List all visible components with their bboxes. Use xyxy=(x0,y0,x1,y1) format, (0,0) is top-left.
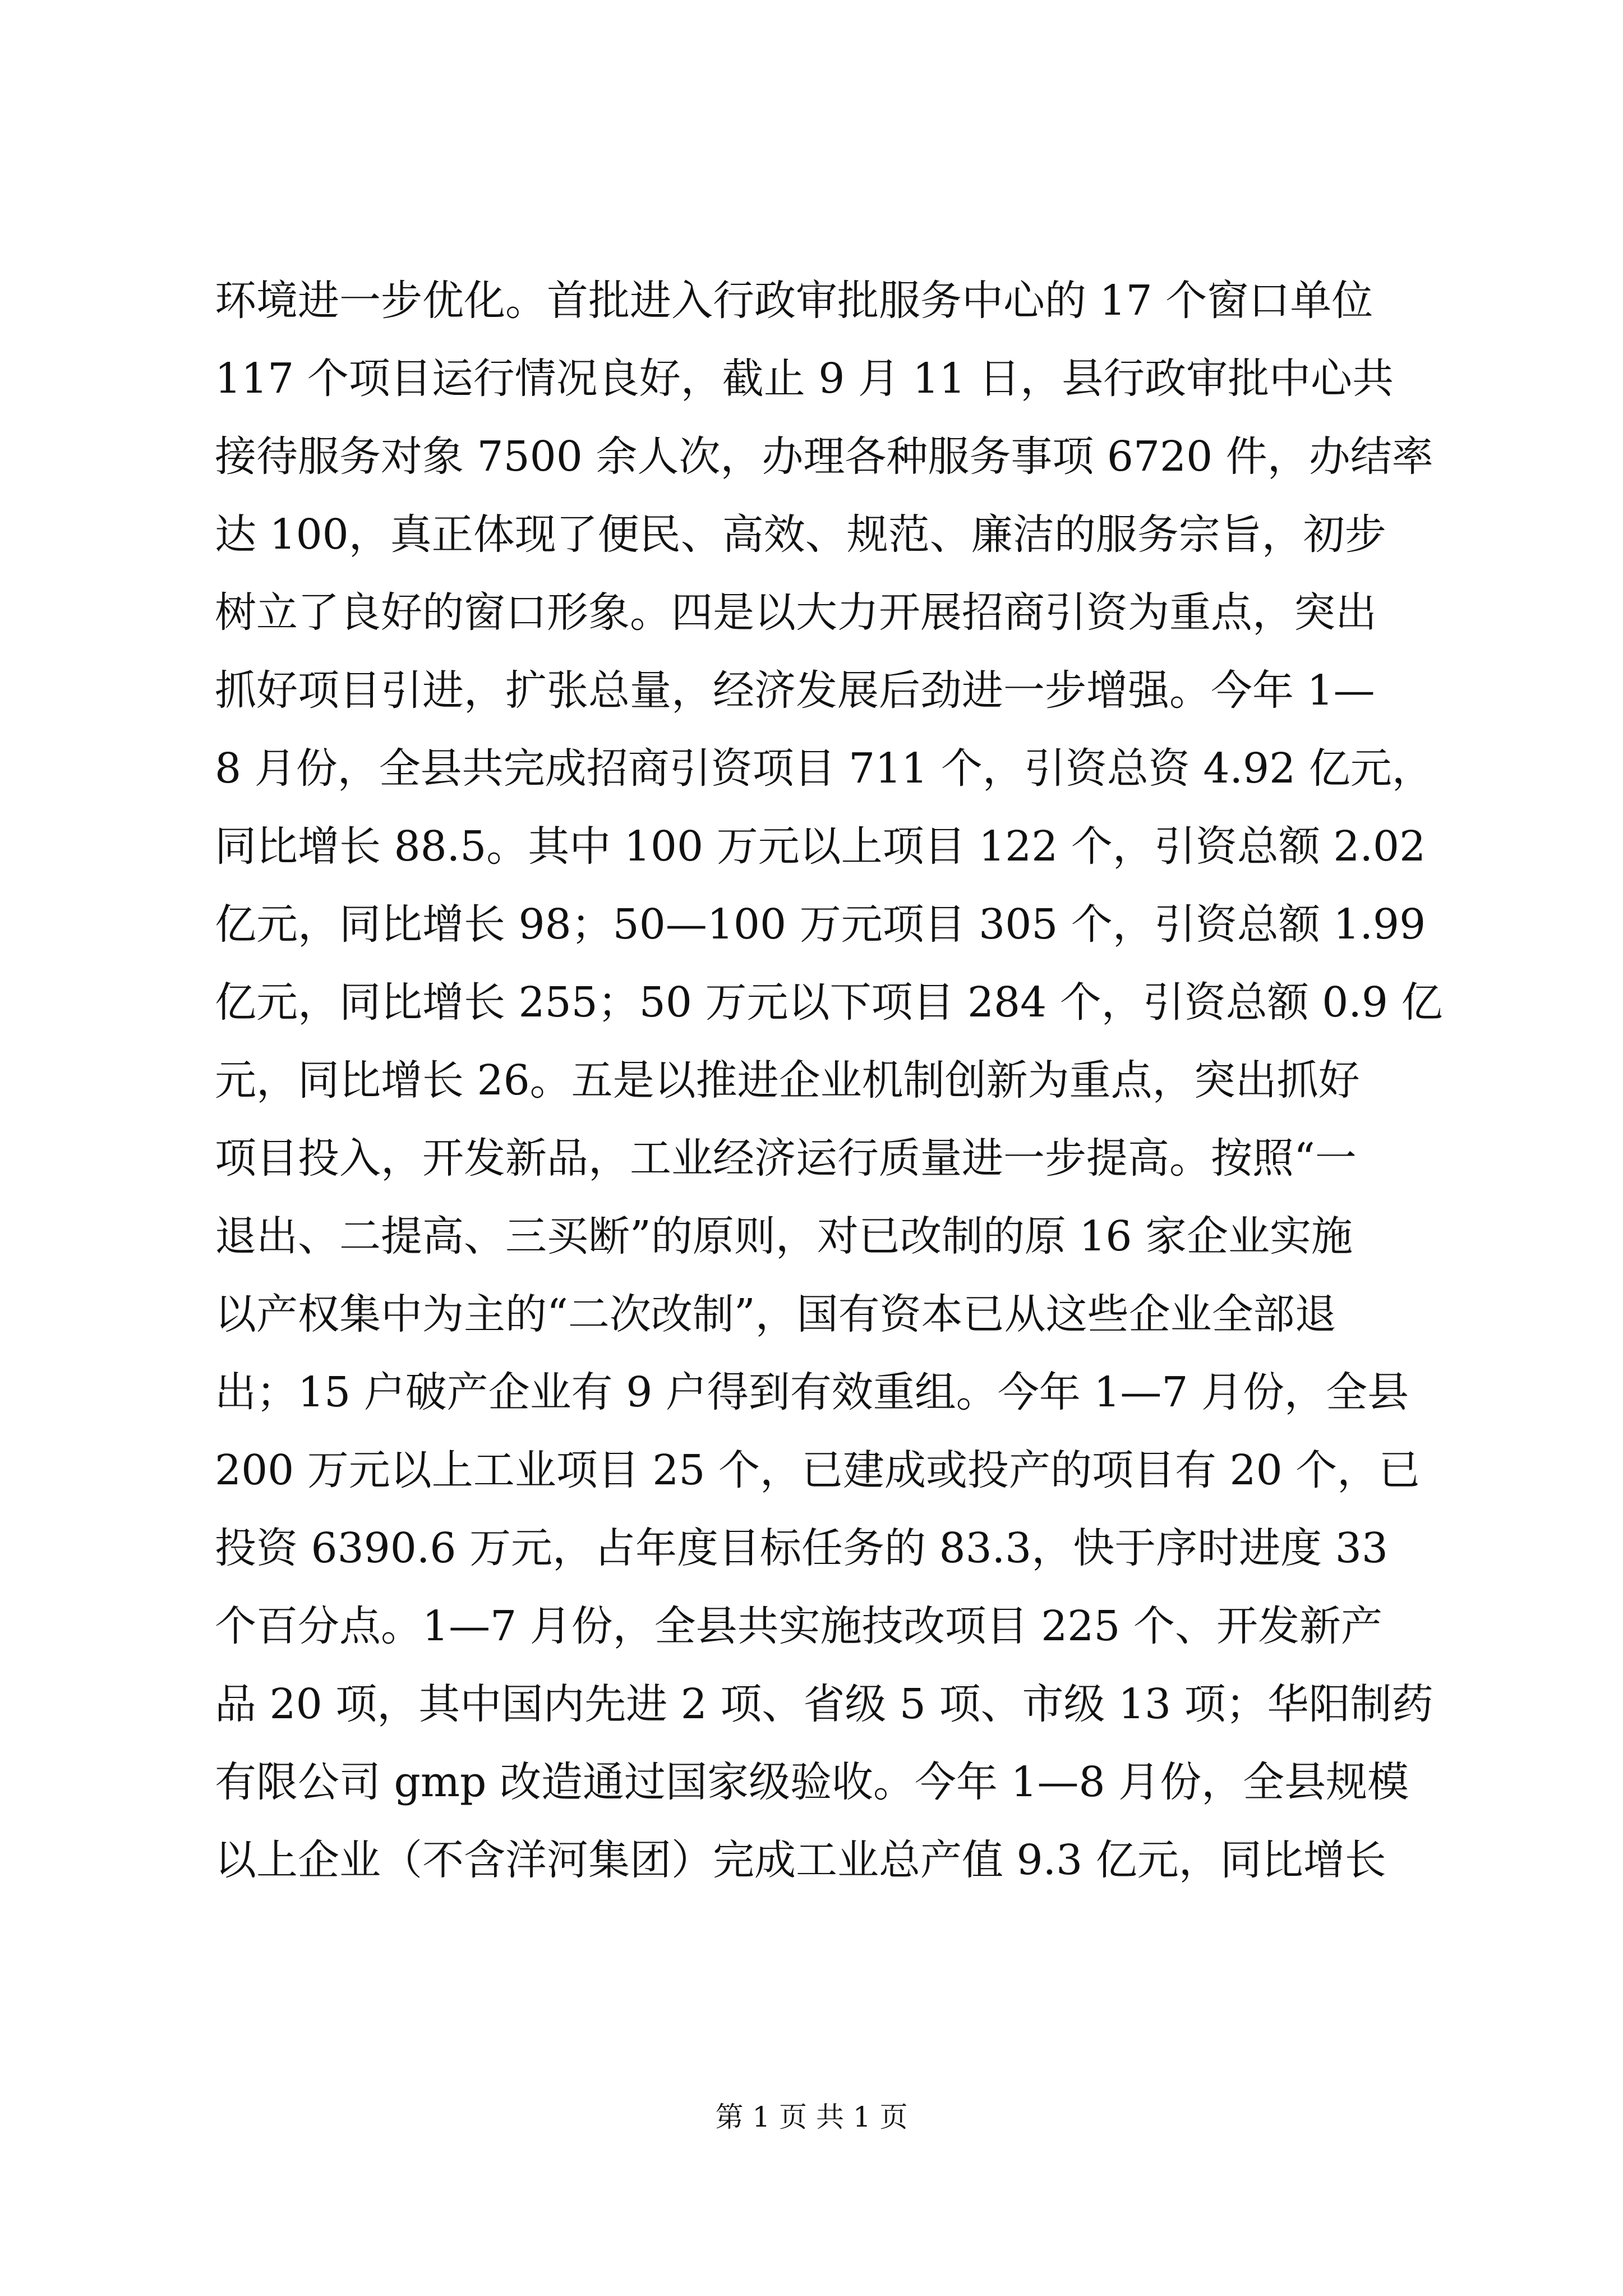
text-line: 达 100，真正体现了便民、高效、规范、廉洁的服务宗旨，初步 xyxy=(215,510,1386,559)
text-line: 退出、二提高、三买断”的原则，对已改制的原 16 家企业实施 xyxy=(215,1212,1353,1260)
body-text xyxy=(215,262,1443,1899)
text-line: 环境进一步优化。首批进入行政审批服务中心的 17 个窗口单位 xyxy=(215,277,1373,325)
text-line: 项目投入，开发新品，工业经济运行质量进一步提高。按照“一 xyxy=(215,1134,1357,1182)
text-line: 亿元，同比增长 255；50 万元以下项目 284 个，引资总额 0.9 亿 xyxy=(215,978,1443,1027)
text-line: 有限公司 gmp 改造通过国家级验收。今年 1—8 月份，全县规模 xyxy=(215,1758,1409,1806)
text-line: 抓好项目引进，扩张总量，经济发展后劲进一步增强。今年 1— xyxy=(215,666,1375,715)
text-line: 117 个项目运行情况良好，截止 9 月 11 日，县行政审批中心共 xyxy=(215,355,1394,403)
text-line: 200 万元以上工业项目 25 个，已建成或投产的项目有 20 个，已 xyxy=(215,1446,1421,1494)
text-line: 同比增长 88.5。其中 100 万元以上项目 122 个，引资总额 2.02 xyxy=(215,822,1426,871)
text-line: 以上企业（不含洋河集团）完成工业总产值 9.3 亿元，同比增长 xyxy=(215,1836,1386,1884)
page-number-label: 第 1 页 共 1 页 xyxy=(715,2101,908,2133)
text-line: 接待服务对象 7500 余人次，办理各种服务事项 6720 件，办结率 xyxy=(215,432,1433,481)
text-line: 亿元，同比增长 98；50—100 万元项目 305 个，引资总额 1.99 xyxy=(215,900,1426,949)
text-line: 出；15 户破产企业有 9 户得到有效重组。今年 1—7 月份，全县 xyxy=(215,1368,1409,1416)
text-line: 以产权集中为主的“二次改制”，国有资本已从这些企业全部退 xyxy=(215,1290,1336,1338)
text-line: 品 20 项，其中国内先进 2 项、省级 5 项、市级 13 项；华阳制药 xyxy=(215,1680,1433,1728)
page-footer xyxy=(0,2097,1623,2137)
text-line: 元，同比增长 26。五是以推进企业机制创新为重点，突出抓好 xyxy=(215,1056,1360,1105)
text-line: 树立了良好的窗口形象。四是以大力开展招商引资为重点，突出 xyxy=(215,588,1377,637)
text-line: 投资 6390.6 万元，占年度目标任务的 83.3，快于序时进度 33 xyxy=(215,1524,1388,1572)
text-line: 个百分点。1—7 月份，全县共实施技改项目 225 个、开发新产 xyxy=(215,1602,1382,1650)
text-line: 8 月份，全县共完成招商引资项目 711 个，引资总资 4.92 亿元， xyxy=(215,744,1433,793)
